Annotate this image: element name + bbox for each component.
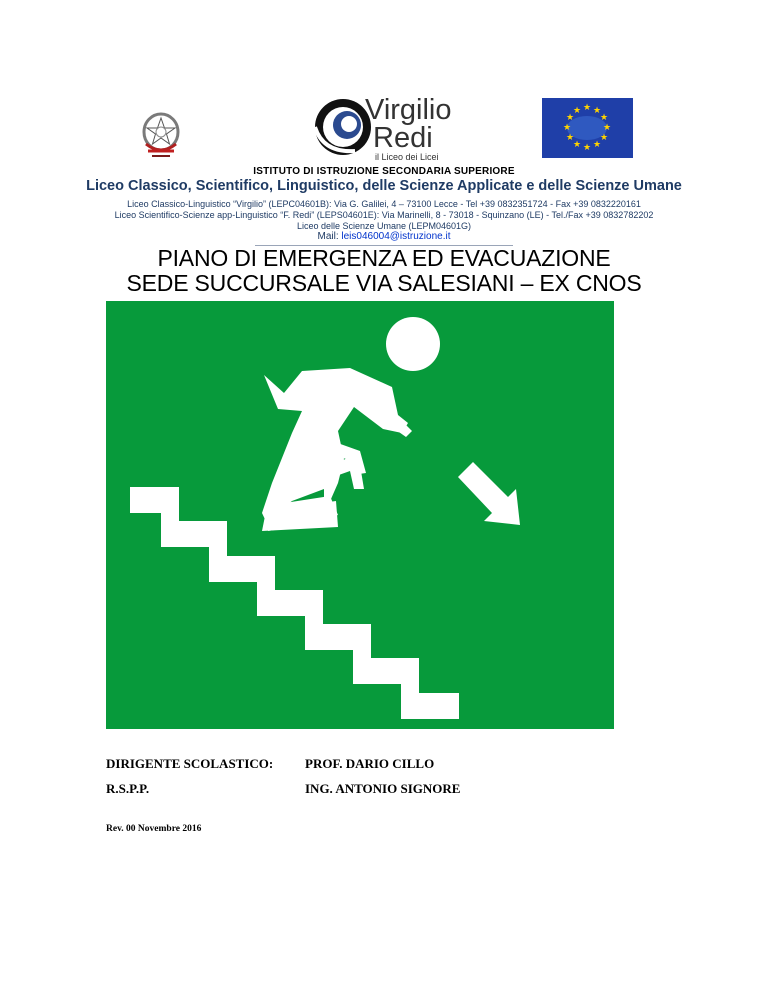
svg-text:★: ★: [565, 113, 575, 123]
svg-text:★: ★: [582, 103, 592, 113]
logo-tagline: il Liceo dei Licei: [375, 152, 439, 162]
svg-text:★: ★: [592, 106, 602, 116]
emergency-exit-stairs-down-icon: [106, 301, 614, 729]
logo-swirl-icon: [315, 99, 371, 155]
emergency-exit-sign: [106, 301, 614, 729]
address-line-3: Liceo delle Scienze Umane (LEPM04601G): [296, 221, 472, 231]
svg-text:★: ★: [599, 113, 609, 123]
svg-text:★: ★: [572, 106, 582, 116]
revision-note: Rev. 00 Novembre 2016: [106, 824, 202, 834]
school-name: Liceo Classico, Scientifico, Linguistico, delle Scienze Applicate e delle Scienze Umane: [86, 178, 682, 194]
mail-line: [0, 231, 768, 242]
document-title-line-2: SEDE SUCCURSALE VIA SALESIANI – EX CNOS: [126, 270, 642, 296]
institute-type: ISTITUTO DI ISTRUZIONE SECONDARIA SUPERIORE: [253, 166, 515, 177]
address-line-2: Liceo Scientifico-Scienze app-Linguistico “F. Redi” (LEPS04601E): Via Marinelli, 8 - 73018 - Squinzano (LE) - Tel./Fax +39 0832782202: [114, 210, 654, 220]
logo-word-redi: Redi: [373, 122, 433, 154]
european-union-flag-icon: [542, 98, 633, 158]
document-title-line-1: PIANO DI EMERGENZA ED EVACUAZIONE: [157, 245, 611, 271]
mail-link[interactable]: leis046004@istruzione.it: [341, 231, 451, 242]
address-line-1: Liceo Classico-Linguistico “Virgilio” (LEPC04601B): Via G. Galilei, 4 – 73100 Lecce - Tel +39 0832351724 - Fax +39 0832220161: [127, 199, 641, 209]
svg-text:★: ★: [572, 140, 582, 150]
name-principal: PROF. DARIO CILLO: [305, 756, 435, 771]
role-label-principal: DIRIGENTE SCOLASTICO:: [106, 756, 274, 771]
name-rspp: ING. ANTONIO SIGNORE: [305, 781, 461, 796]
logo-word-virgilio: Virgilio: [365, 94, 452, 126]
role-label-rspp: R.S.P.P.: [106, 781, 150, 796]
svg-text:★: ★: [592, 140, 602, 150]
svg-text:★: ★: [562, 123, 572, 133]
italian-republic-emblem-icon: [138, 106, 184, 162]
svg-text:★: ★: [582, 143, 592, 153]
mail-label: Mail:: [317, 231, 342, 242]
svg-text:★: ★: [599, 133, 609, 143]
svg-text:★: ★: [602, 123, 612, 133]
school-logo: [303, 85, 465, 163]
svg-text:★: ★: [565, 133, 575, 143]
